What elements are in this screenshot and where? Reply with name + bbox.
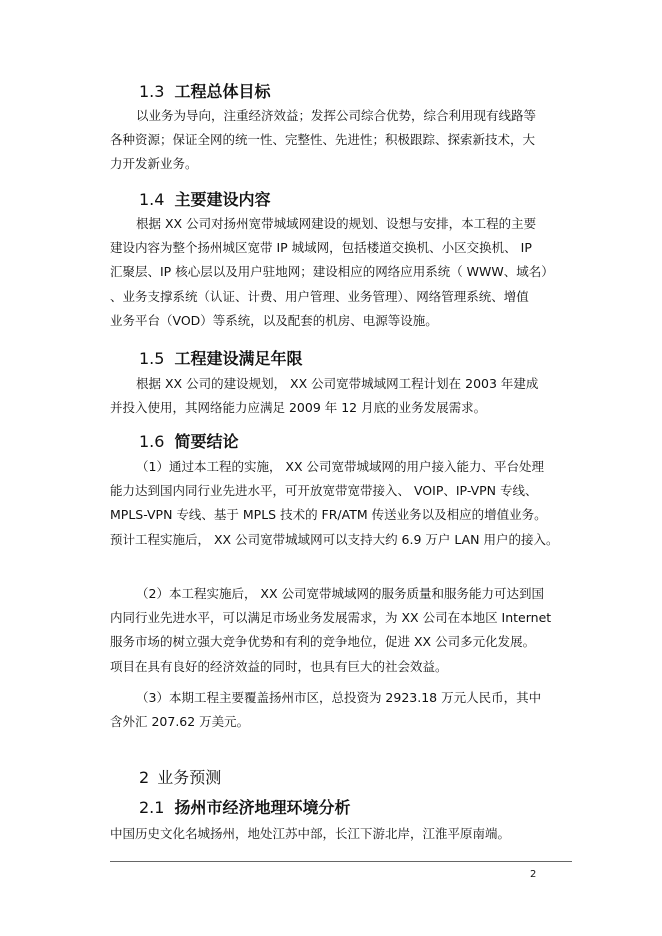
page-number: 2 [530, 869, 537, 880]
paragraph-1-5: 根据 XX 公司的建设规划， XX 公司宽带城域网工程计划在 2003 年建成 并投入使用，其网络能力应满足 2009 年 12 月底的业务发展需求。 [110, 376, 539, 416]
paragraph-1-4: 根据 XX 公司对扬州宽带城域网建设的规划、设想与安排，本工程的主要 建设内容为整个扬州城区宽带 IP 城域网，包括楼道交换机、小区交换机、 IP 汇聚层、IP 核心层以及用户驻地网；建设相应的网络应用系统（ WWW、域名） 、业务支撑系统（认证、计费、用户管理、业务管理）、网络管理系统、增值 业务平台（VOD）等系统，以及配套的机房、电源等设施。 [110, 216, 554, 328]
paragraph-1-6-part3: （3）本期工程主要覆盖扬州市区，总投资为 2923.18 万元人民币，其中 含外汇 207.62 万美元。 [110, 690, 542, 730]
section-heading-1-3: 1.3 工程总体目标 [139, 82, 271, 101]
section-heading-2-1: 2.1 扬州市经济地理环境分析 [139, 798, 351, 817]
section-heading-1-5: 1.5 工程建设满足年限 [139, 349, 303, 368]
paragraph-1-6-part1: （1）通过本工程的实施， XX 公司宽带城域网的用户接入能力、平台处理 能力达到国内同行业先进水平，可开放宽带宽带接入、 VOIP、IP-VPN 专线、 MPLS-VPN 专线、基于 MPLS 技术的 FR/ATM 传送业务以及相应的增值业务。 预计工程实施后， XX 公司宽带城域网可以支持大约 6.9 万户 LAN 用户的接入。 [110, 459, 559, 547]
paragraph-1-6-part2: （2）本工程实施后， XX 公司宽带城域网的服务质量和服务能力可达到国 内同行业先进水平，可以满足市场业务发展需求，为 XX 公司在本地区 Internet 服务市场的树立强大竞争优势和有利的竞争地位，促进 XX 公司多元化发展。 项目在具有良好的经济效益的同时，也具有巨大的社会效益。 [110, 586, 552, 674]
footer-divider [110, 861, 572, 862]
paragraph-1-3: 以业务为导向，注重经济效益；发挥公司综合优势，综合利用现有线路等 各种资源；保证全网的统一性、完整性、先进性；积极跟踪、探索新技术，大 力开发新业务。 [110, 108, 537, 172]
chapter-heading-2: 2 业务预测 [139, 768, 222, 787]
paragraph-2-1: 中国历史文化名城扬州，地处江苏中部，长江下游北岸，江淮平原南端。 [110, 826, 511, 841]
section-heading-1-6: 1.6 简要结论 [139, 432, 239, 451]
section-heading-1-4: 1.4 主要建设内容 [139, 190, 271, 209]
